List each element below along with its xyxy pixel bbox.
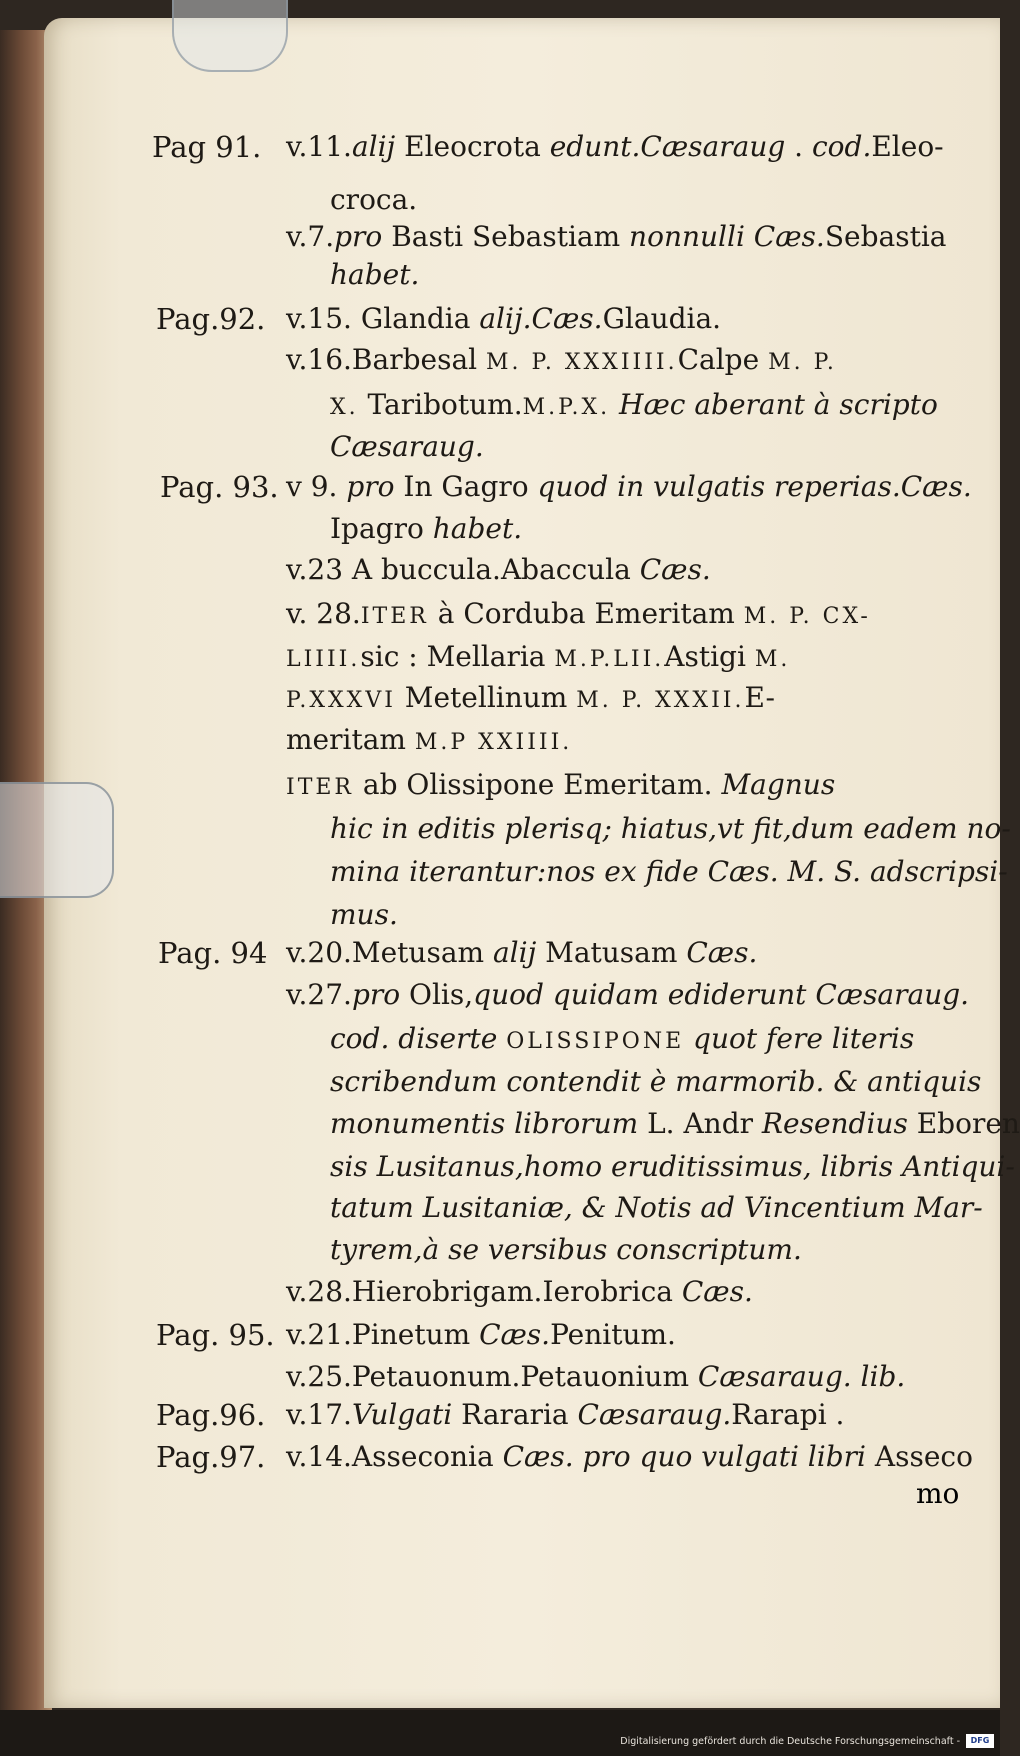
italic-text: pro — [351, 978, 410, 1011]
text-line — [286, 343, 837, 380]
text-line — [330, 1065, 981, 1099]
roman-text: Eboren — [916, 1107, 1020, 1140]
small-caps-text: M. P. XXXIIII. — [486, 350, 678, 375]
italic-text: Magnus — [721, 768, 836, 801]
roman-text: E- — [744, 681, 775, 714]
italic-text: quod in vulgatis reperias.Cæs. — [537, 470, 972, 503]
text-line — [286, 768, 835, 805]
roman-text: Matusam — [545, 936, 687, 969]
italic-text: Cæs. — [639, 553, 711, 586]
text-line — [286, 220, 946, 254]
text-line — [330, 1150, 1015, 1184]
italic-text: habet. — [432, 512, 523, 545]
roman-text: Penitum. — [550, 1318, 676, 1351]
small-caps-text: M. P. — [768, 350, 837, 375]
text-line — [330, 812, 1011, 846]
italic-text: alij — [492, 936, 546, 969]
italic-text: Hæc aberant à scripto — [610, 388, 938, 421]
roman-text: ab Olissipone Emeritam. — [354, 768, 722, 801]
text-line — [286, 978, 969, 1012]
text-line — [286, 302, 721, 336]
italic-text: cod. diserte — [330, 1022, 507, 1055]
roman-text: v.23 A buccula.Abaccula — [286, 553, 640, 586]
italic-text: quod quidam ediderunt Cæsaraug. — [473, 978, 970, 1011]
italic-text: mus. — [330, 898, 398, 931]
roman-text: Taribotum. — [358, 388, 523, 421]
page-reference: Pag.92. — [156, 302, 266, 336]
roman-text: sic : Mellaria — [360, 640, 555, 673]
roman-text: v.21.Pinetum — [286, 1318, 480, 1351]
roman-text: In Gagro — [403, 470, 538, 503]
italic-text: tatum Lusitaniæ, & Notis ad Vincentium Mar- — [330, 1191, 983, 1224]
text-line — [330, 898, 398, 932]
roman-text: Sebastia — [824, 220, 947, 253]
roman-text: Ipagro — [330, 512, 433, 545]
roman-text: Metellinum — [395, 681, 577, 714]
dfg-logo: DFG — [966, 1734, 994, 1748]
italic-text: alij.Cæs. — [479, 302, 603, 335]
roman-text: Basti Sebastiam — [391, 220, 630, 253]
small-caps-text: M. P. CX- — [743, 604, 871, 629]
text-line — [286, 1318, 676, 1352]
italic-text: tyrem,à se versibus conscriptum. — [330, 1233, 802, 1266]
text-line — [330, 183, 417, 217]
roman-text: . — [785, 130, 812, 163]
italic-text: monumentis librorum — [330, 1107, 648, 1140]
text-line — [286, 553, 711, 587]
roman-text: v.17. — [286, 1398, 352, 1431]
roman-text: meritam — [286, 723, 415, 756]
text-line — [330, 388, 938, 425]
text-line — [330, 512, 522, 546]
roman-text: v.16.Barbesal — [286, 343, 486, 376]
roman-text: Eleo- — [871, 130, 944, 163]
roman-text: Glaudia. — [602, 302, 722, 335]
text-line — [286, 130, 944, 164]
text-line — [330, 1191, 983, 1225]
text-line — [330, 430, 484, 464]
italic-text: edunt.Cæsaraug — [549, 130, 786, 163]
text-line — [286, 470, 972, 504]
small-caps-text: X. — [330, 395, 359, 420]
italic-text: mina iterantur:nos ex fide Cæs. M. S. adscripsi- — [330, 855, 1008, 888]
scan-footer-strip — [0, 1710, 1000, 1756]
italic-text: Cæsaraug. lib. — [697, 1360, 906, 1393]
roman-text: Astigi — [664, 640, 755, 673]
roman-text: croca. — [330, 183, 418, 216]
italic-text: Cæsaraug. — [577, 1398, 732, 1431]
italic-text: quot fere literis — [684, 1022, 915, 1055]
roman-text: L. Andr — [647, 1107, 762, 1140]
text-line — [286, 597, 871, 634]
small-caps-text: M.P.X. — [522, 395, 611, 420]
page-reference: Pag.96. — [156, 1398, 266, 1432]
roman-text: Rarapi . — [731, 1398, 845, 1431]
italic-text: cod. — [811, 130, 872, 163]
italic-text: Cæs. — [479, 1318, 551, 1351]
small-caps-text: M.P.LII. — [554, 647, 665, 672]
text-line — [330, 258, 419, 292]
italic-text: Vulgati — [351, 1398, 462, 1431]
small-caps-text: OLISSIPONE — [506, 1029, 685, 1054]
small-caps-text: ITER — [286, 775, 354, 800]
italic-text: Cæs. — [686, 936, 758, 969]
page-reference: Pag. 93. — [160, 470, 279, 504]
small-caps-text: M. P. XXXII. — [576, 688, 745, 713]
text-line — [330, 855, 1008, 889]
roman-text: v.14.Asseconia — [286, 1440, 503, 1473]
roman-text: v.15. Glandia — [286, 302, 480, 335]
roman-text: v. 28. — [286, 597, 361, 630]
roman-text: v.28.Hierobrigam.Ierobrica — [286, 1275, 682, 1308]
text-line — [286, 1398, 844, 1432]
roman-text: v.20.Metusam — [286, 936, 493, 969]
roman-text: Calpe — [677, 343, 769, 376]
small-caps-text: M.P XXIIII. — [414, 730, 573, 755]
text-line — [286, 936, 757, 970]
text-line — [286, 1275, 753, 1309]
italic-text: nonnulli Cæs. — [629, 220, 825, 253]
italic-text: Resendius — [761, 1107, 917, 1140]
roman-text: Asseco — [874, 1440, 973, 1473]
italic-text: sis Lusitanus,homo eruditissimus, libris Antiqui- — [330, 1150, 1015, 1183]
text-line — [286, 1360, 905, 1394]
roman-text: v.7. — [286, 220, 335, 253]
small-caps-text: ITER — [360, 604, 429, 629]
page-reference: Pag. 95. — [156, 1318, 275, 1352]
roman-text: Eleocrota — [404, 130, 550, 163]
text-line — [286, 681, 775, 718]
page-reference: Pag.97. — [156, 1440, 266, 1474]
italic-text: alij — [351, 130, 405, 163]
italic-text: pro — [346, 470, 404, 503]
text-line — [286, 640, 790, 677]
text-line — [286, 1440, 973, 1474]
italic-text: Cæsaraug. — [330, 430, 484, 463]
roman-text: v 9. — [286, 470, 347, 503]
digitization-credit: Digitalisierung gefördert durch die Deutsche Forschungsgemeinschaft - — [620, 1736, 960, 1747]
small-caps-text: M. — [754, 647, 791, 672]
page-reference: Pag. 94 — [158, 936, 268, 970]
roman-text: v.25.Petauonum.Petauonium — [286, 1360, 698, 1393]
text-line — [330, 1022, 914, 1059]
italic-text: Cæs. pro quo vulgati libri — [502, 1440, 875, 1473]
small-caps-text: P.XXXVI — [286, 688, 396, 713]
italic-text: habet. — [330, 258, 420, 291]
italic-text: pro — [334, 220, 392, 253]
roman-text: v.11. — [286, 130, 352, 163]
catchword: mo — [916, 1477, 960, 1510]
italic-text: Cæs. — [681, 1275, 753, 1308]
roman-text: Olis, — [409, 978, 474, 1011]
text-line — [330, 1233, 802, 1267]
roman-text: à Corduba Emeritam — [428, 597, 744, 630]
text-line — [330, 1107, 1020, 1141]
small-caps-text: LIIII. — [286, 647, 361, 672]
italic-text: hic in editis plerisq; hiatus,vt fit,dum eadem no- — [330, 812, 1011, 845]
italic-text: scribendum contendit è marmorib. & antiquis — [330, 1065, 982, 1098]
page-reference: Pag 91. — [152, 130, 262, 164]
text-line — [286, 723, 572, 760]
roman-text: v.27. — [286, 978, 352, 1011]
roman-text: Rararia — [461, 1398, 578, 1431]
